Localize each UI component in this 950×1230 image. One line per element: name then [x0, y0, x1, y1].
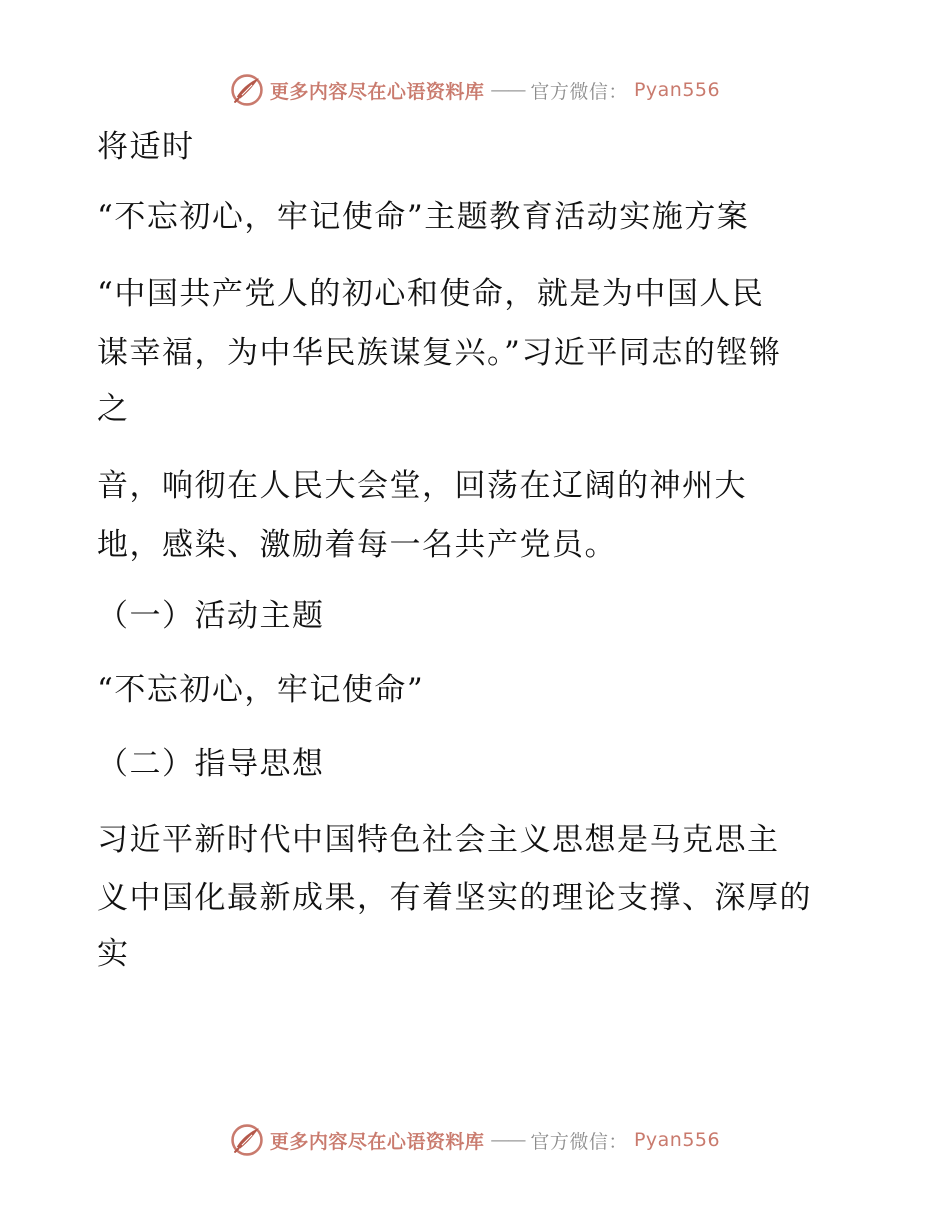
watermark-wechat-id: Pyan556: [633, 1129, 721, 1151]
section-heading: （一）活动主题: [97, 598, 325, 634]
watermark-official-label: 官方微信：: [530, 1130, 628, 1153]
watermark-brand: 更多内容尽在心语资料库: [269, 1130, 485, 1153]
text-line: 之: [97, 391, 130, 427]
quill-logo-icon: [230, 1123, 264, 1157]
text-line: 谋幸福，为中华民族谋复兴。”习近平同志的铿锵: [97, 335, 782, 371]
watermark-header: [0, 70, 950, 110]
text-line: 实: [97, 936, 130, 972]
document-title: “不忘初心，牢记使命”主题教育活动实施方案: [97, 199, 750, 235]
watermark-official-label: 官方微信：: [530, 80, 628, 103]
text-line: “中国共产党人的初心和使命，就是为中国人民: [97, 276, 765, 312]
watermark-brand: 更多内容尽在心语资料库: [269, 80, 485, 103]
watermark-separator: ——: [490, 79, 525, 101]
quill-logo-icon: [230, 73, 264, 107]
text-line: 义中国化最新成果，有着坚实的理论支撑、深厚的: [97, 880, 812, 916]
text-line: 地，感染、激励着每一名共产党员。: [97, 527, 617, 563]
text-line: 习近平新时代中国特色社会主义思想是马克思主: [97, 822, 780, 858]
watermark-separator: ——: [490, 1129, 525, 1151]
watermark-wechat-id: Pyan556: [633, 79, 721, 101]
section-heading: （二）指导思想: [97, 746, 325, 782]
watermark-footer: [0, 1120, 950, 1160]
text-line: 将适时: [97, 129, 195, 165]
text-line: “不忘初心，牢记使命”: [97, 672, 425, 708]
text-line: 音，响彻在人民大会堂，回荡在辽阔的神州大: [97, 468, 747, 504]
